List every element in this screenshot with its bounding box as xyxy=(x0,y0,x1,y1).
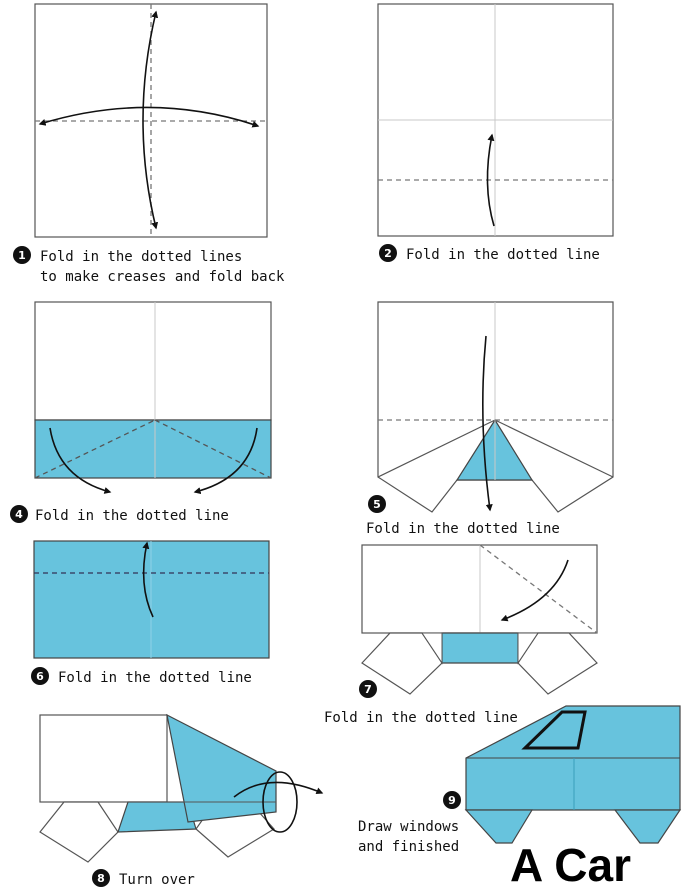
step-1-caption-line-2: to make creases and fold back xyxy=(40,269,285,285)
step-8-figure xyxy=(40,715,322,862)
step-4-caption-text: Fold in the dotted line xyxy=(35,508,229,524)
step-4-caption xyxy=(10,505,229,524)
step-6-caption xyxy=(31,667,252,686)
step-2-caption xyxy=(379,244,600,263)
step-2-caption-text: Fold in the dotted line xyxy=(406,247,600,263)
blue-band xyxy=(118,802,196,832)
step-2-figure xyxy=(378,4,613,236)
step-9-caption-line-1: Draw windows xyxy=(358,819,460,835)
step-5-caption-text: Fold in the dotted line xyxy=(366,521,560,537)
step-number: 5 xyxy=(373,498,381,511)
step-number: 1 xyxy=(18,249,26,262)
step-5-caption xyxy=(366,495,560,537)
step-6-figure xyxy=(34,541,269,658)
step-number: 4 xyxy=(15,508,23,521)
blue-band xyxy=(442,633,518,663)
step-7-caption-text: Fold in the dotted line xyxy=(324,710,518,726)
left-wheel-flap xyxy=(40,802,118,862)
step-1-caption-line-1: Fold in the dotted lines xyxy=(40,249,243,265)
step-7-figure xyxy=(362,545,597,694)
step-number: 8 xyxy=(97,872,105,885)
step-number: 2 xyxy=(384,247,392,260)
step-1-figure xyxy=(35,4,267,237)
step-9-caption-line-2: and finished xyxy=(358,839,460,855)
step-5-figure xyxy=(378,302,613,512)
step-9-figure xyxy=(466,706,680,843)
step-9-caption xyxy=(358,791,461,855)
step-number: 6 xyxy=(36,670,44,683)
step-8-caption xyxy=(92,869,195,888)
paper-upper-white xyxy=(35,302,271,420)
step-6-caption-text: Fold in the dotted line xyxy=(58,670,252,686)
paper-upper-white xyxy=(40,715,167,802)
step-4-figure xyxy=(35,302,271,492)
step-7-caption xyxy=(324,680,518,726)
step-8-caption-text: Turn over xyxy=(119,872,195,888)
step-number: 7 xyxy=(364,683,372,696)
diagram-title: A Car xyxy=(510,839,631,891)
step-1-caption xyxy=(13,246,285,285)
step-number: 9 xyxy=(448,794,456,807)
